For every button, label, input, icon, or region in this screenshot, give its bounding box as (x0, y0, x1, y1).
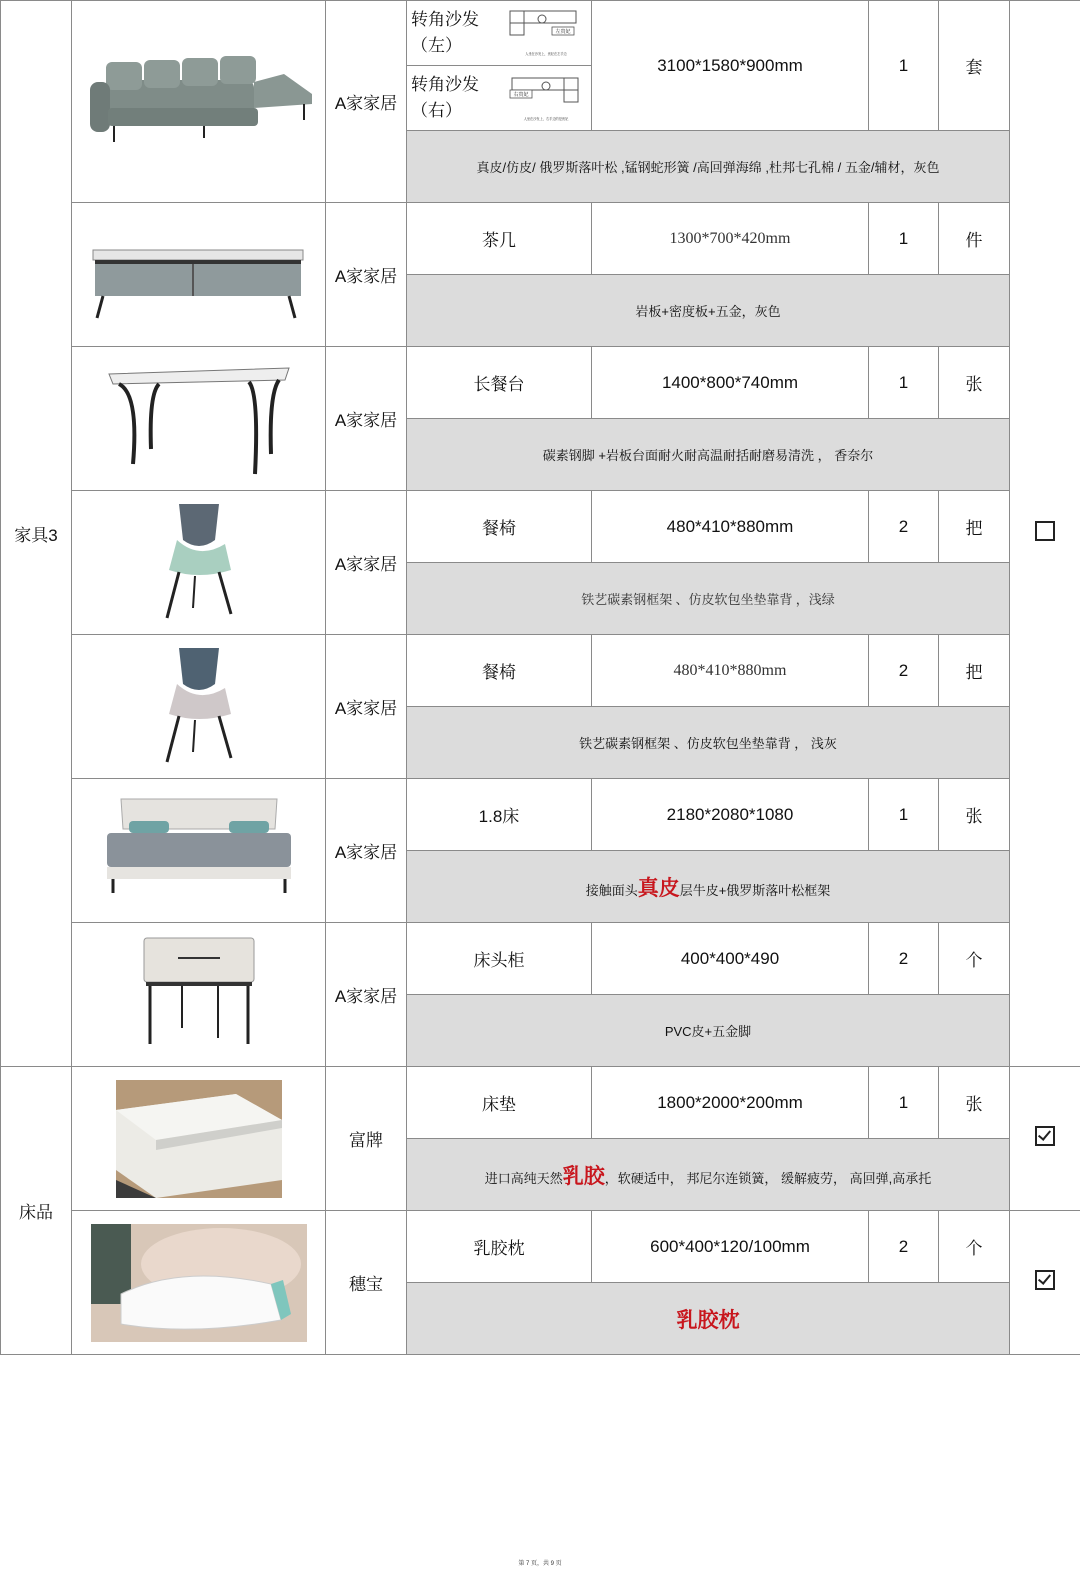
item-quantity: 1 (869, 1067, 939, 1139)
sofa-right-label: 转角沙发（右） (411, 75, 479, 120)
item-name: 乳胶枕 (407, 1211, 592, 1283)
brand-name: A家家居 (326, 779, 407, 923)
nightstand-image (72, 923, 326, 1067)
item-dimensions: 1400*800*740mm (592, 347, 869, 419)
page-footer: 第 7 页，共 9 页 (518, 1561, 562, 1567)
dining-table-image (72, 347, 326, 491)
mattress-checkbox[interactable] (1035, 1126, 1055, 1146)
pillow-checkbox-cell (1010, 1211, 1080, 1355)
brand-name: A家家居 (326, 491, 407, 635)
item-description (407, 1139, 1010, 1211)
brand-name: A家家居 (326, 347, 407, 491)
item-dimensions: 1800*2000*200mm (592, 1067, 869, 1139)
item-dimensions: 2180*2080*1080 (592, 779, 869, 851)
desc-highlight: 真皮 (637, 876, 680, 900)
desc-prefix: 接触面头 (585, 882, 638, 898)
brand-name: 穗宝 (326, 1211, 407, 1355)
item-name: 床垫 (407, 1067, 592, 1139)
item-description: PVC皮+五金脚 (407, 995, 1010, 1067)
item-name: 餐椅 (407, 491, 592, 563)
item-name: 餐椅 (407, 635, 592, 707)
desc-suffix: 层牛皮+俄罗斯落叶松框架 (679, 882, 831, 898)
category-furniture: 家具3 (1, 1, 72, 1067)
chair-grey-image (72, 635, 326, 779)
desc-suffix: ，软硬适中， 邦尼尔连锁簧， 缓解疲劳， 高回弹,高承托 (604, 1170, 932, 1186)
item-dimensions: 3100*1580*900mm (592, 1, 869, 131)
item-quantity: 2 (869, 491, 939, 563)
sofa-image (72, 1, 326, 203)
item-quantity: 1 (869, 347, 939, 419)
item-description: 岩板+密度板+五金，灰色 (407, 275, 1010, 347)
item-dimensions: 480*410*880mm (592, 491, 869, 563)
desc-highlight: 乳胶 (562, 1164, 605, 1188)
item-name: 床头柜 (407, 923, 592, 995)
brand-name: A家家居 (326, 923, 407, 1067)
item-unit: 件 (939, 203, 1010, 275)
item-unit: 张 (939, 779, 1010, 851)
mattress-checkbox-cell (1010, 1067, 1080, 1211)
brand-name: A家家居 (326, 203, 407, 347)
item-unit: 把 (939, 635, 1010, 707)
item-name: 长餐台 (407, 347, 592, 419)
pillow-image (72, 1211, 326, 1355)
item-unit: 张 (939, 1067, 1010, 1139)
sofa-variants (407, 1, 592, 131)
brand-name: A家家居 (326, 1, 407, 203)
item-description: 铁艺碳素钢框架 、仿皮软包坐垫靠背 ，浅绿 (407, 563, 1010, 635)
mini-right-tag: 右贵妃 (513, 92, 529, 98)
item-quantity: 1 (869, 779, 939, 851)
item-name: 茶几 (407, 203, 592, 275)
item-description: 铁艺碳素钢框架 、仿皮软包坐垫靠背 ， 浅灰 (407, 707, 1010, 779)
sofa-left-diagram (506, 5, 586, 61)
sofa-left-variant (407, 1, 591, 65)
item-dimensions: 600*400*120/100mm (592, 1211, 869, 1283)
item-quantity: 2 (869, 923, 939, 995)
furniture-checkbox-cell (1010, 1, 1080, 1067)
item-description: 真皮/仿皮/ 俄罗斯落叶松 ,锰钢蛇形簧 /高回弹海绵 ,杜邦七孔棉 / 五金/辅材，灰色 (407, 131, 1010, 203)
item-unit: 个 (939, 923, 1010, 995)
bed-image (72, 779, 326, 923)
desc-highlight: 乳胶枕 (676, 1308, 740, 1332)
sofa-left-label: 转角沙发（左） (411, 10, 479, 55)
item-description: 碳素钢脚 +岩板台面耐火耐高温耐括耐磨易清洗 ， 香奈尔 (407, 419, 1010, 491)
item-unit: 张 (939, 347, 1010, 419)
category-bedding: 床品 (1, 1067, 72, 1355)
item-description (407, 851, 1010, 923)
item-name: 1.8床 (407, 779, 592, 851)
chair-green-image (72, 491, 326, 635)
item-quantity: 1 (869, 203, 939, 275)
item-dimensions: 1300*700*420mm (592, 203, 869, 275)
mini-right-note: 人坐在沙发上，右手边的是贵妃 (523, 117, 569, 121)
sofa-right-diagram (506, 70, 586, 126)
item-description (407, 1283, 1010, 1355)
coffee-table-image (72, 203, 326, 347)
item-dimensions: 400*400*490 (592, 923, 869, 995)
mini-left-note: 人坐在沙发上，贵妃在左手边 (525, 52, 567, 56)
item-quantity: 2 (869, 1211, 939, 1283)
furniture-checkbox[interactable] (1035, 521, 1055, 541)
mini-left-tag: 左贵妃 (555, 29, 571, 35)
sofa-right-variant (407, 65, 591, 130)
item-unit: 个 (939, 1211, 1010, 1283)
desc-prefix: 进口高纯天然 (484, 1170, 563, 1186)
item-quantity: 2 (869, 635, 939, 707)
item-unit: 套 (939, 1, 1010, 131)
item-quantity: 1 (869, 1, 939, 131)
brand-name: A家家居 (326, 635, 407, 779)
brand-name: 富牌 (326, 1067, 407, 1211)
mattress-image (72, 1067, 326, 1211)
item-dimensions: 480*410*880mm (592, 635, 869, 707)
item-unit: 把 (939, 491, 1010, 563)
pillow-checkbox[interactable] (1035, 1270, 1055, 1290)
